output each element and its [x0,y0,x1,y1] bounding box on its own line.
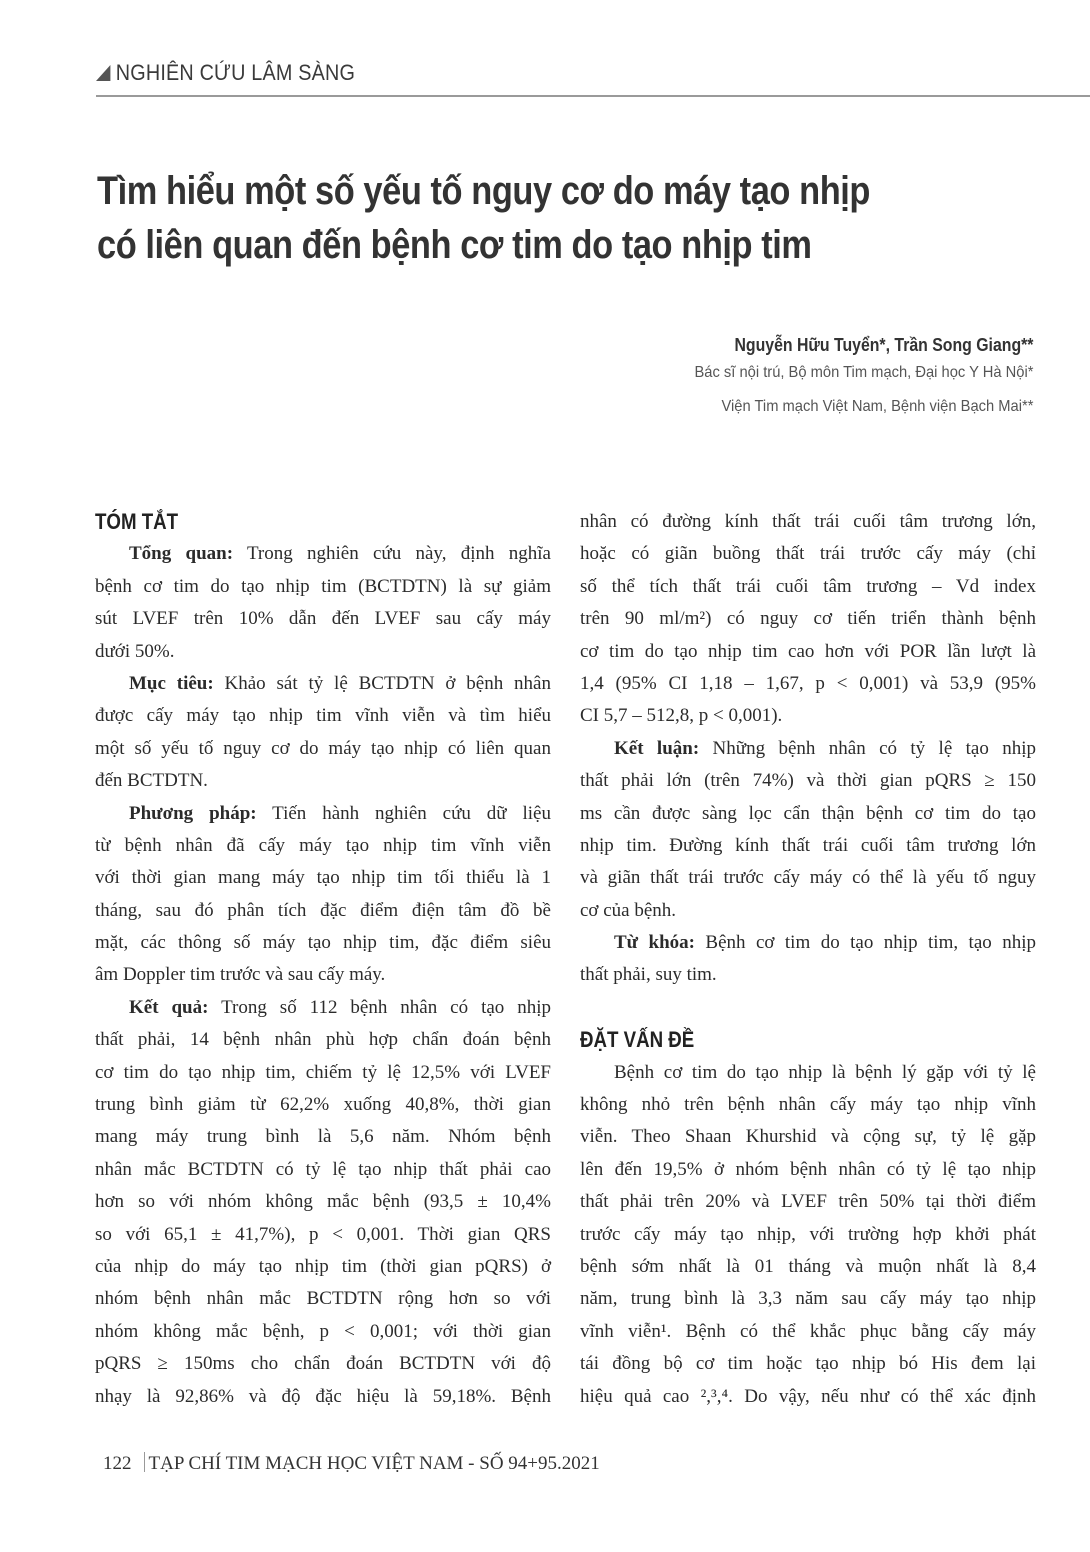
text-line [95,927,551,959]
line-text: nhóm bệnh nhân mắc BCTDTN rộng hơn so với [95,1288,551,1310]
text-line [580,830,1036,862]
text-line [580,959,1036,991]
line-text: Trong nghiên cứu này, định nghĩa [233,543,551,565]
line-text: từ bệnh nhân đã cấy máy tạo nhịp tim vĩnh viễn [95,834,551,856]
text-line [580,927,1036,959]
line-text: âm Doppler tim trước và sau cấy máy. [95,964,386,986]
section-heading: TÓM TẮT [95,509,179,534]
line-text: 1,4 (95% CI 1,18 – 1,67, p < 0,001) và 53,9 (95% [580,672,1036,694]
text-line [580,1057,1036,1089]
text-line [580,765,1036,797]
header-divider [96,95,1090,97]
line-text: nhịp tim. Đường kính thất trái cuối tâm trương lớn [580,834,1036,856]
text-line [95,1283,551,1315]
text-line [95,862,551,894]
line-text: thất phải, suy tim. [580,964,717,986]
text-line [95,830,551,862]
text-line [580,1089,1036,1121]
text-line [95,1381,551,1413]
line-text: thất phải trên 20% và LVEF trên 50% tại thời điểm [580,1191,1036,1213]
text-line [95,992,551,1024]
text-line [95,1251,551,1283]
line-text: được cấy máy tạo nhịp tim vĩnh viễn và tìm hiểu [95,705,551,727]
text-line [580,1283,1036,1315]
line-text: Tiến hành nghiên cứu dữ liệu [256,802,551,824]
paragraph-lead: Mục tiêu: [129,672,214,694]
line-text: Trong số 112 bệnh nhân có tạo nhịp [208,996,552,1018]
paragraph-lead: Kết quả: [129,996,209,1018]
text-line [95,1089,551,1121]
text-line [95,538,551,570]
line-text: tái đồng bộ cơ tim hoặc tạo nhịp bó His đem lại [580,1353,1036,1375]
section-label-text: NGHIÊN CỨU LÂM SÀNG [115,60,356,85]
text-line [95,798,551,830]
line-text: mặt, các thông số máy tạo nhịp tim, đặc điểm siêu [95,932,551,954]
text-line [580,1348,1036,1380]
line-text: hiệu quả cao ²,³,⁴. Do vậy, nếu như có thể xác định [580,1385,1036,1407]
text-line [95,959,551,991]
line-text: CI 5,7 – 512,8, p < 0,001). [580,705,783,727]
text-line [95,1219,551,1251]
line-text: thất phải lớn (trên 74%) và thời gian pQRS ≥ 150 [580,770,1036,792]
title-line: có liên quan đến bệnh cơ tim do tạo nhịp tim [97,223,812,267]
text-line [580,1219,1036,1251]
text-line [580,1121,1036,1153]
text-line [95,700,551,732]
line-text: pQRS ≥ 150ms cho chẩn đoán BCTDTN với độ [95,1353,551,1375]
title-line: Tìm hiểu một số yếu tố nguy cơ do máy tạo nhịp [97,169,871,213]
left-column [95,506,551,1413]
text-line [95,1154,551,1186]
line-text: tháng, sau đó phân tích đặc điểm điện tâm đồ bề [95,899,551,921]
affiliation: Bác sĩ nội trú, Bộ môn Tim mạch, Đại học Y Hà Nội* [694,364,1033,381]
line-text: Những bệnh nhân có tỷ lệ tạo nhịp [699,737,1036,759]
line-text: vĩnh viễn¹. Bệnh có thể khắc phục bằng cấy máy [580,1320,1036,1342]
line-text: bệnh sớm nhất là 01 tháng và muộn nhất là 8,4 [580,1255,1036,1277]
spacer [580,992,1036,1024]
text-line [95,895,551,927]
line-text: cơ tim do tạo nhịp tim, chiếm tỷ lệ 12,5% với LVEF [95,1061,551,1083]
line-text: không nhỏ trên bệnh nhân cấy máy tạo nhịp vĩnh [580,1094,1036,1116]
line-text: nhân mắc BCTDTN có tỷ lệ tạo nhịp thất phải cao [95,1158,551,1180]
text-line [580,1316,1036,1348]
text-line [580,571,1036,603]
text-line [580,1186,1036,1218]
text-line [580,798,1036,830]
line-text: cơ của bệnh. [580,899,677,921]
article-title [97,164,870,272]
text-line [95,636,551,668]
line-text: lên đến 19,5% ở nhóm bệnh nhân có tỷ lệ tạo nhịp [580,1158,1036,1180]
text-line [580,1154,1036,1186]
paragraph-lead: Từ khóa: [614,932,695,954]
page-footer [103,1452,600,1475]
line-text: hơn so với nhóm không mắc bệnh (93,5 ± 10,4% [95,1191,551,1213]
line-text: với thời gian mang máy tạo nhịp tim tối thiểu là 1 [95,867,551,889]
text-line [580,506,1036,538]
section-label [96,60,355,86]
text-line [95,1316,551,1348]
line-text: ms cần được sàng lọc cẩn thận bệnh cơ tim do tạo [580,802,1036,824]
text-line [95,765,551,797]
triangle-icon [96,65,110,81]
line-text: so với 65,1 ± 41,7%), p < 0,001. Thời gian QRS [95,1223,551,1245]
section-heading: ĐẶT VẤN ĐỀ [580,1027,695,1053]
text-line [580,700,1036,732]
text-line [580,603,1036,635]
line-text: năm, trung bình là 3,3 năm sau cấy máy tạo nhịp [580,1288,1036,1310]
author-names: Nguyễn Hữu Tuyển*, Trần Song Giang** [734,335,1033,355]
line-text: và giãn thất trái trước cấy máy có thể là yếu tố nguy [580,867,1036,889]
line-text: cơ tim do tạo nhịp tim cao hơn với POR lần lượt là [580,640,1036,662]
text-line [95,571,551,603]
page-number: 122 [103,1453,132,1474]
text-line [95,1057,551,1089]
line-text: nhân có đường kính thất trái cuối tâm trương lớn, [580,511,1036,532]
line-text: hoặc có giãn buồng thất trái trước cấy máy (chỉ [580,543,1036,565]
line-text: nhạy là 92,86% và độ đặc hiệu là 59,18%. Bệnh [95,1385,551,1407]
text-line [580,862,1036,894]
text-line [580,733,1036,765]
line-text: nhóm không mắc bệnh, p < 0,001; với thời gian [95,1320,551,1342]
line-text: một số yếu tố nguy cơ do máy tạo nhịp có liên quan [95,737,551,759]
text-line [95,668,551,700]
line-text: của nhịp do máy tạo nhịp tim (thời gian pQRS) ở [95,1255,551,1277]
authors-block [665,335,1033,424]
text-line [580,636,1036,668]
line-text: thất phải, 14 bệnh nhân phù hợp chẩn đoán bệnh [95,1029,551,1051]
text-line [95,1024,551,1056]
text-line [580,1381,1036,1413]
line-text: mang máy trung bình là 5,6 năm. Nhóm bệnh [95,1126,551,1148]
text-line [580,895,1036,927]
line-text: sút LVEF trên 10% dẫn đến LVEF sau cấy máy [95,608,551,630]
line-text: Bệnh cơ tim do tạo nhịp tim, tạo nhịp [694,932,1036,954]
text-line [95,603,551,635]
text-line [95,1348,551,1380]
right-column [580,506,1036,1413]
line-text: trên 90 ml/m²) có nguy cơ tiến triển thành bệnh [580,608,1036,630]
text-line [580,538,1036,570]
line-text: bệnh cơ tim do tạo nhịp tim (BCTDTN) là sự giảm [95,575,551,597]
text-line [95,1121,551,1153]
line-text: Khảo sát tỷ lệ BCTDTN ở bệnh nhân [213,672,551,694]
paragraph-lead: Tổng quan: [129,543,234,565]
line-text: viễn. Theo Shaan Khurshid và cộng sự, tỷ lệ gặp [580,1126,1036,1148]
line-text: trước cấy máy tạo nhịp, với trường hợp khởi phát [580,1223,1036,1245]
line-text: dưới 50%. [95,640,175,662]
affiliation: Viện Tim mạch Việt Nam, Bệnh viện Bạch Mai** [721,398,1033,415]
paragraph-lead: Phương pháp: [129,802,257,824]
line-text: trung bình giảm từ 62,2% xuống 40,8%, thời gian [95,1094,551,1116]
journal-name: TẠP CHÍ TIM MẠCH HỌC VIỆT NAM - SỐ 94+95.2021 [148,1453,600,1474]
text-line [95,1186,551,1218]
footer-divider [144,1452,145,1472]
line-text: số thể tích thất trái cuối tâm trương – Vd index [580,575,1036,597]
paragraph-lead: Kết luận: [614,737,700,759]
line-text: Bệnh cơ tim do tạo nhịp là bệnh lý gặp với tỷ lệ [614,1061,1036,1083]
text-line [580,1251,1036,1283]
text-line [95,733,551,765]
text-line [580,668,1036,700]
line-text: đến BCTDTN. [95,770,208,792]
